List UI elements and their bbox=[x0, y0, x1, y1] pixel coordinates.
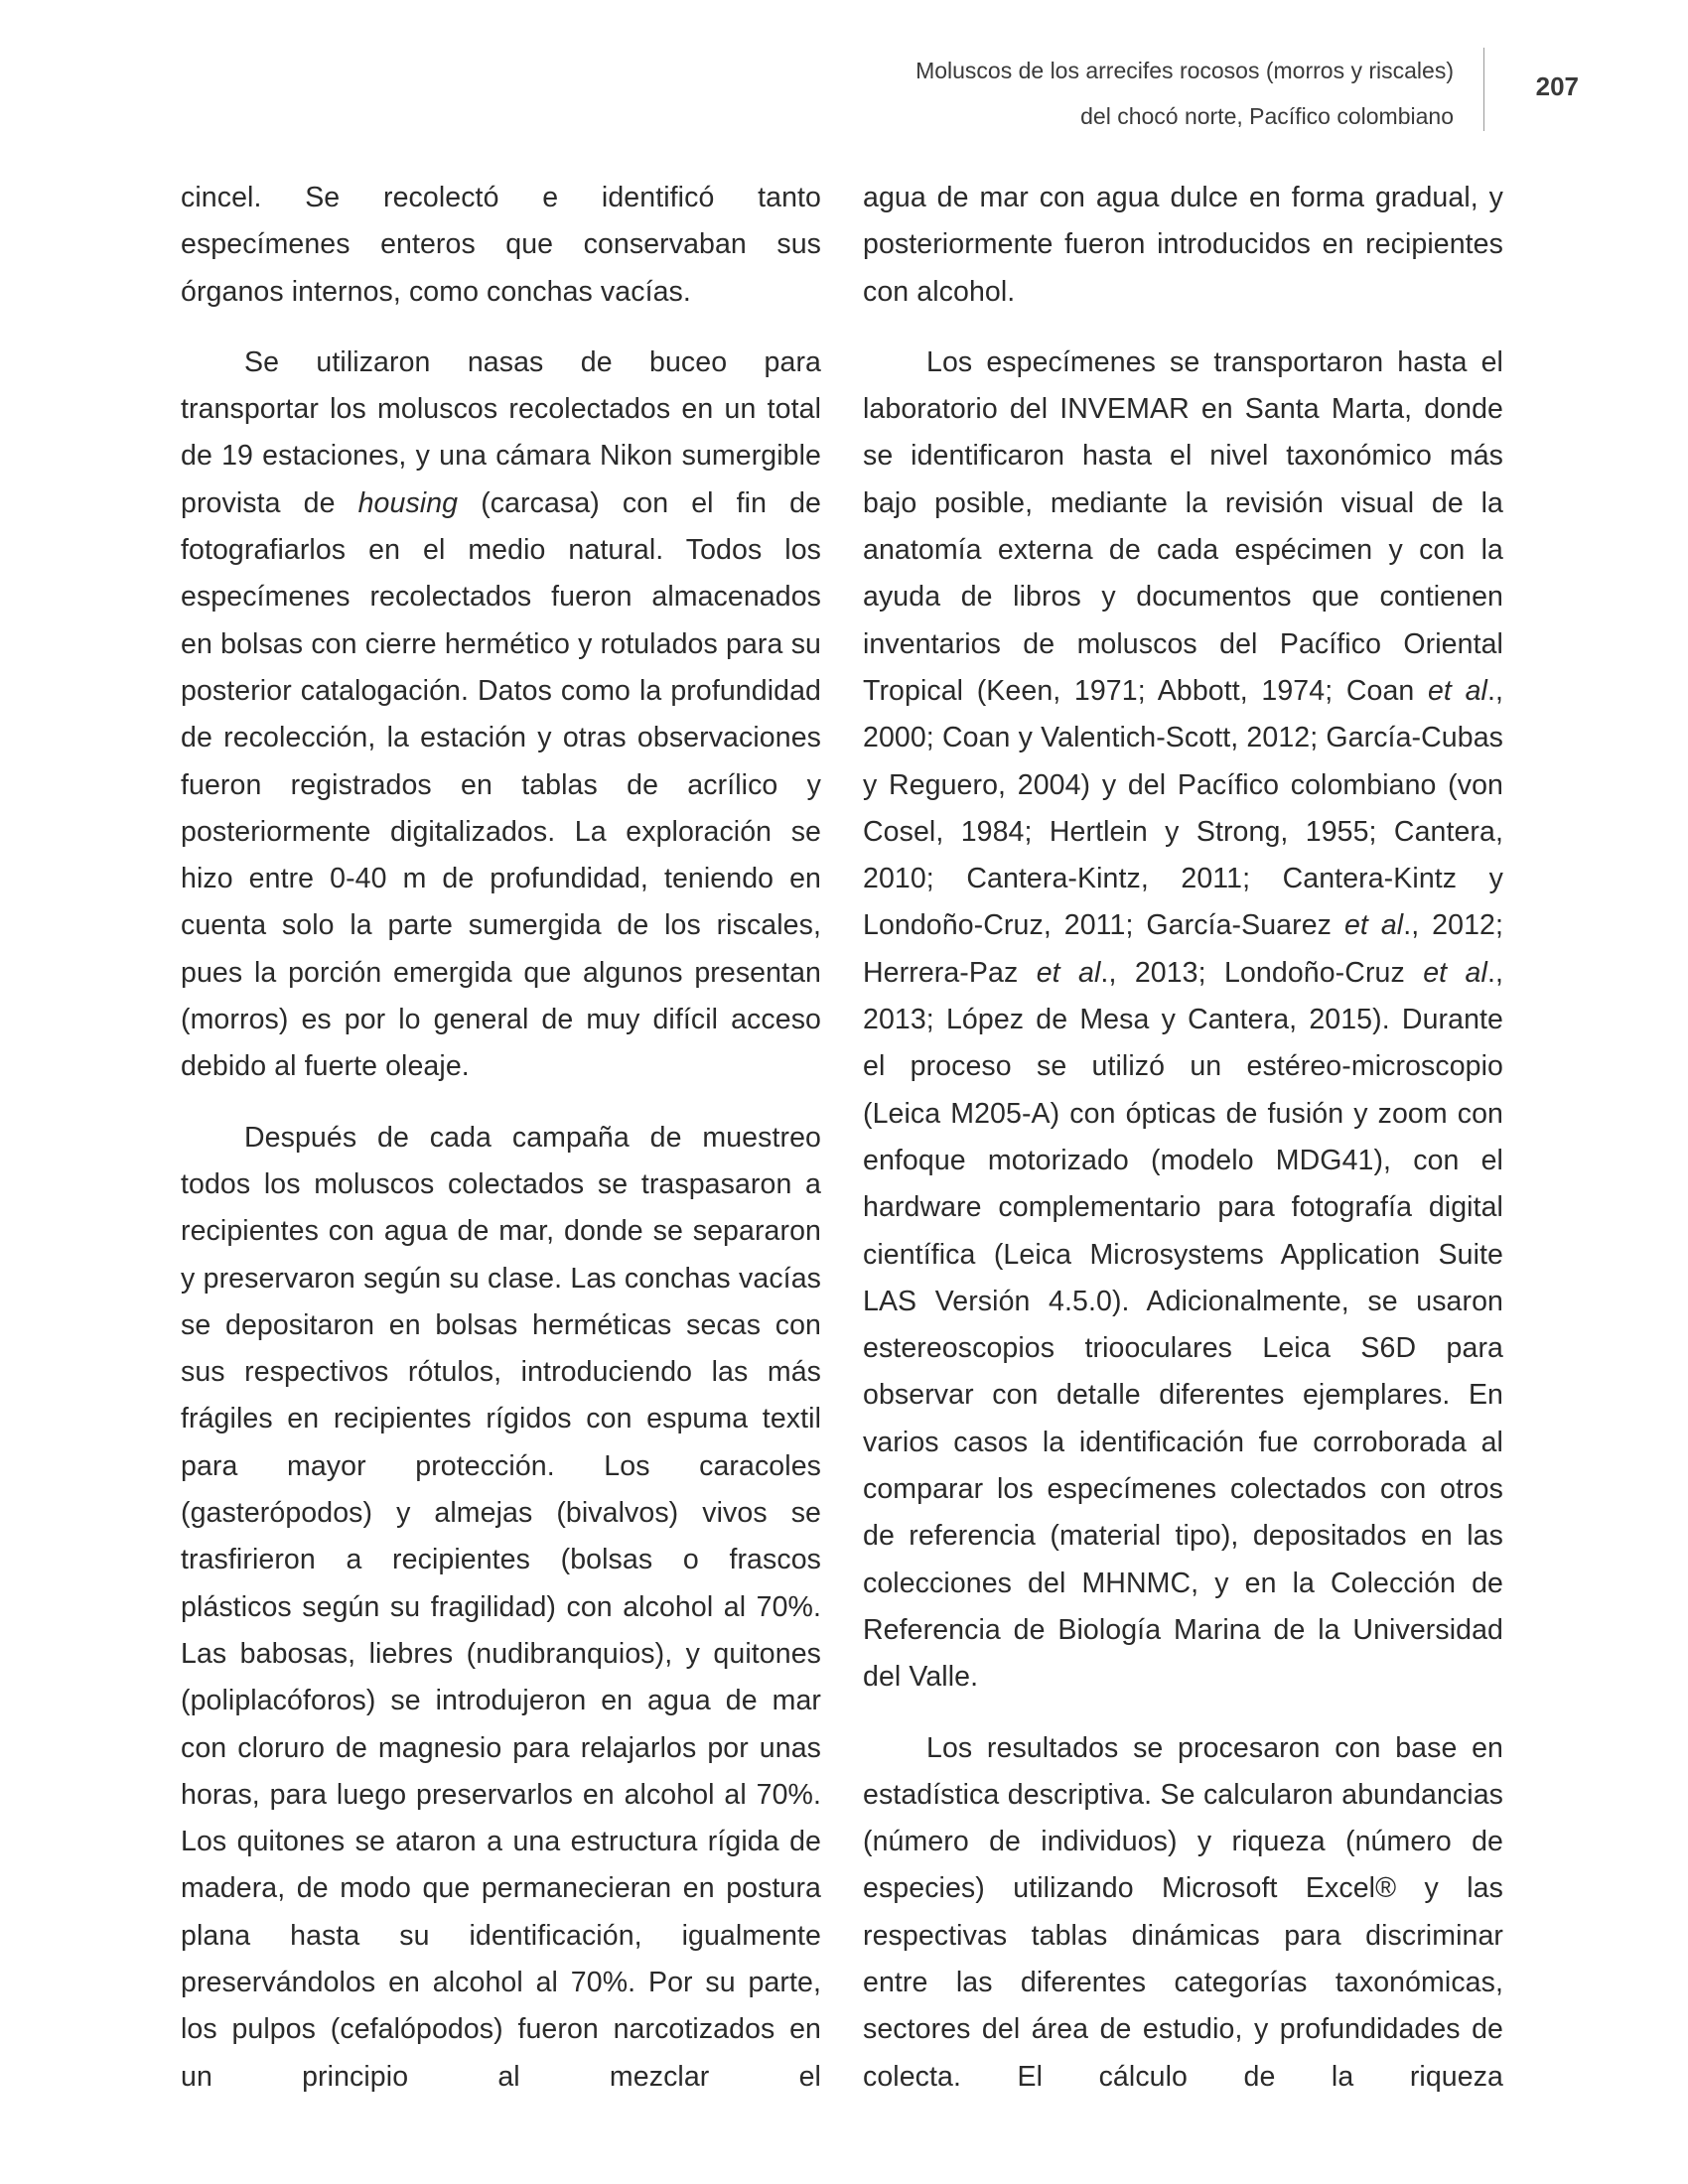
left-column bbox=[181, 175, 821, 2124]
text-run: ., 2012; Herrera-Paz bbox=[863, 909, 1503, 989]
running-title-line-1: Moluscos de los arrecifes rocosos (morros y riscales) bbox=[915, 58, 1454, 83]
italic-term: et al bbox=[1343, 909, 1404, 942]
italic-term: et al bbox=[1427, 674, 1487, 707]
text-run: ., 2000; Coan y Valentich-Scott, 2012; García-Cubas y Reguero, 2004) y del Pacífico colombiano (von Cosel, 1984; Hertlein y Strong, 1955; Cantera, 2010; Cantera-Kintz, 2011; Cantera-Kintz y Londoño-Cruz, 2011; García-Suarez bbox=[863, 674, 1503, 942]
paragraph: agua de mar con agua dulce en forma gradual, y posteriormente fueron introducidos en recipientes con alcohol. bbox=[863, 182, 1503, 308]
italic-term: et al bbox=[1036, 956, 1101, 989]
paragraph bbox=[863, 340, 1503, 1702]
italic-term: et al bbox=[1423, 956, 1487, 989]
text-run: (carcasa) con el fin de fotografiarlos en el medio natural. Todos los especímenes recolectados fueron almacenados en bolsas con cierre hermético y rotulados para su posterior catalogación. Datos como la profundidad de recolección, la estación y otras observaciones fueron registrados en tablas de acrílico y posteriormente digitalizados. La exploración se hizo entre 0-40 m de profundidad, teniendo en cuenta solo la parte sumergida de los riscales, pues la porción emergida que algunos presentan (morros) es por lo general de muy difícil acceso debido al fuerte oleaje. bbox=[181, 486, 821, 1083]
right-column bbox=[863, 175, 1503, 2124]
running-title bbox=[915, 48, 1454, 139]
text-run: Los especímenes se transportaron hasta el laboratorio del INVEMAR en Santa Marta, donde se identificaron hasta el nivel taxonómico más bajo posible, mediante la revisión visual de la anatomía externa de cada espécimen y con la ayuda de libros y documentos que contienen inventarios de moluscos del Pacífico Oriental Tropical (Keen, 1971; Abbott, 1974; Coan bbox=[863, 345, 1503, 707]
text-run: Se utilizaron nasas de buceo para transportar los moluscos recolectados en un total de 19 estaciones, y una cámara Nikon sumergible provista de bbox=[181, 345, 821, 519]
running-title-line-2: del chocó norte, Pacífico colombiano bbox=[1080, 103, 1454, 129]
page-number: 207 bbox=[1535, 71, 1579, 101]
paragraph: cincel. Se recolectó e identificó tanto especímenes enteros que conservaban sus órganos internos, como conchas vacías. bbox=[181, 182, 821, 308]
text-run: ., 2013; Londoño-Cruz bbox=[1100, 956, 1424, 989]
text-run: ., 2013; López de Mesa y Cantera, 2015). Durante el proceso se utilizó un estéreo-microscopio (Leica M205-A) con ópticas de fusión y zoom con enfoque motorizado (modelo MDG41), con el hardware complementario para fotografía digital científica (Leica Microsystems Application Suite LAS Versión 4.5.0). Adicionalmente, se usaron estereoscopios triooculares Leica S6D para observar con detalle diferentes ejemplares. En varios casos la identificación fue corroborada al comparar los especímenes colectados con otros de referencia (material tipo), depositados en las colecciones del MHNMC, y en la Colección de Referencia de Biología Marina de la Universidad del Valle. bbox=[863, 956, 1503, 1694]
paragraph bbox=[181, 340, 821, 1091]
running-header bbox=[685, 48, 1579, 137]
header-divider bbox=[1483, 48, 1484, 131]
italic-term: housing bbox=[357, 486, 459, 519]
paragraph: Los resultados se procesaron con base en estadística descriptiva. Se calcularon abundancias (número de individuos) y riqueza (número de especies) utilizando Microsoft Excel® y las respectivas tablas dinámicas para discriminar entre las diferentes categorías taxonómicas, sectores del área de estudio, y profundidades de colecta. El cálculo de la riqueza bbox=[863, 1731, 1503, 2093]
paragraph: Después de cada campaña de muestreo todos los moluscos colectados se traspasaron a recipientes con agua de mar, donde se separaron y preservaron según su clase. Las conchas vacías se depositaron en bolsas herméticas secas con sus respectivos rótulos, introduciendo las más frágiles en recipientes rígidos con espuma textil para mayor protección. Los caracoles (gasterópodos) y almejas (bivalvos) vivos se trasfirieron a recipientes (bolsas o frascos plásticos según su fragilidad) con alcohol al 70%. Las babosas, liebres (nudibranquios), y quitones (poliplacóforos) se introdujeron en agua de mar con cloruro de magnesio para relajarlos por unas horas, para luego preservarlos en alcohol al 70%. Los quitones se ataron a una estructura rígida de madera, de modo que permanecieran en postura plana hasta su identificación, igualmente preservándolos en alcohol al 70%. Por su parte, los pulpos (cefalópodos) fueron narcotizados en un principio al mezclar el bbox=[181, 1121, 821, 2093]
